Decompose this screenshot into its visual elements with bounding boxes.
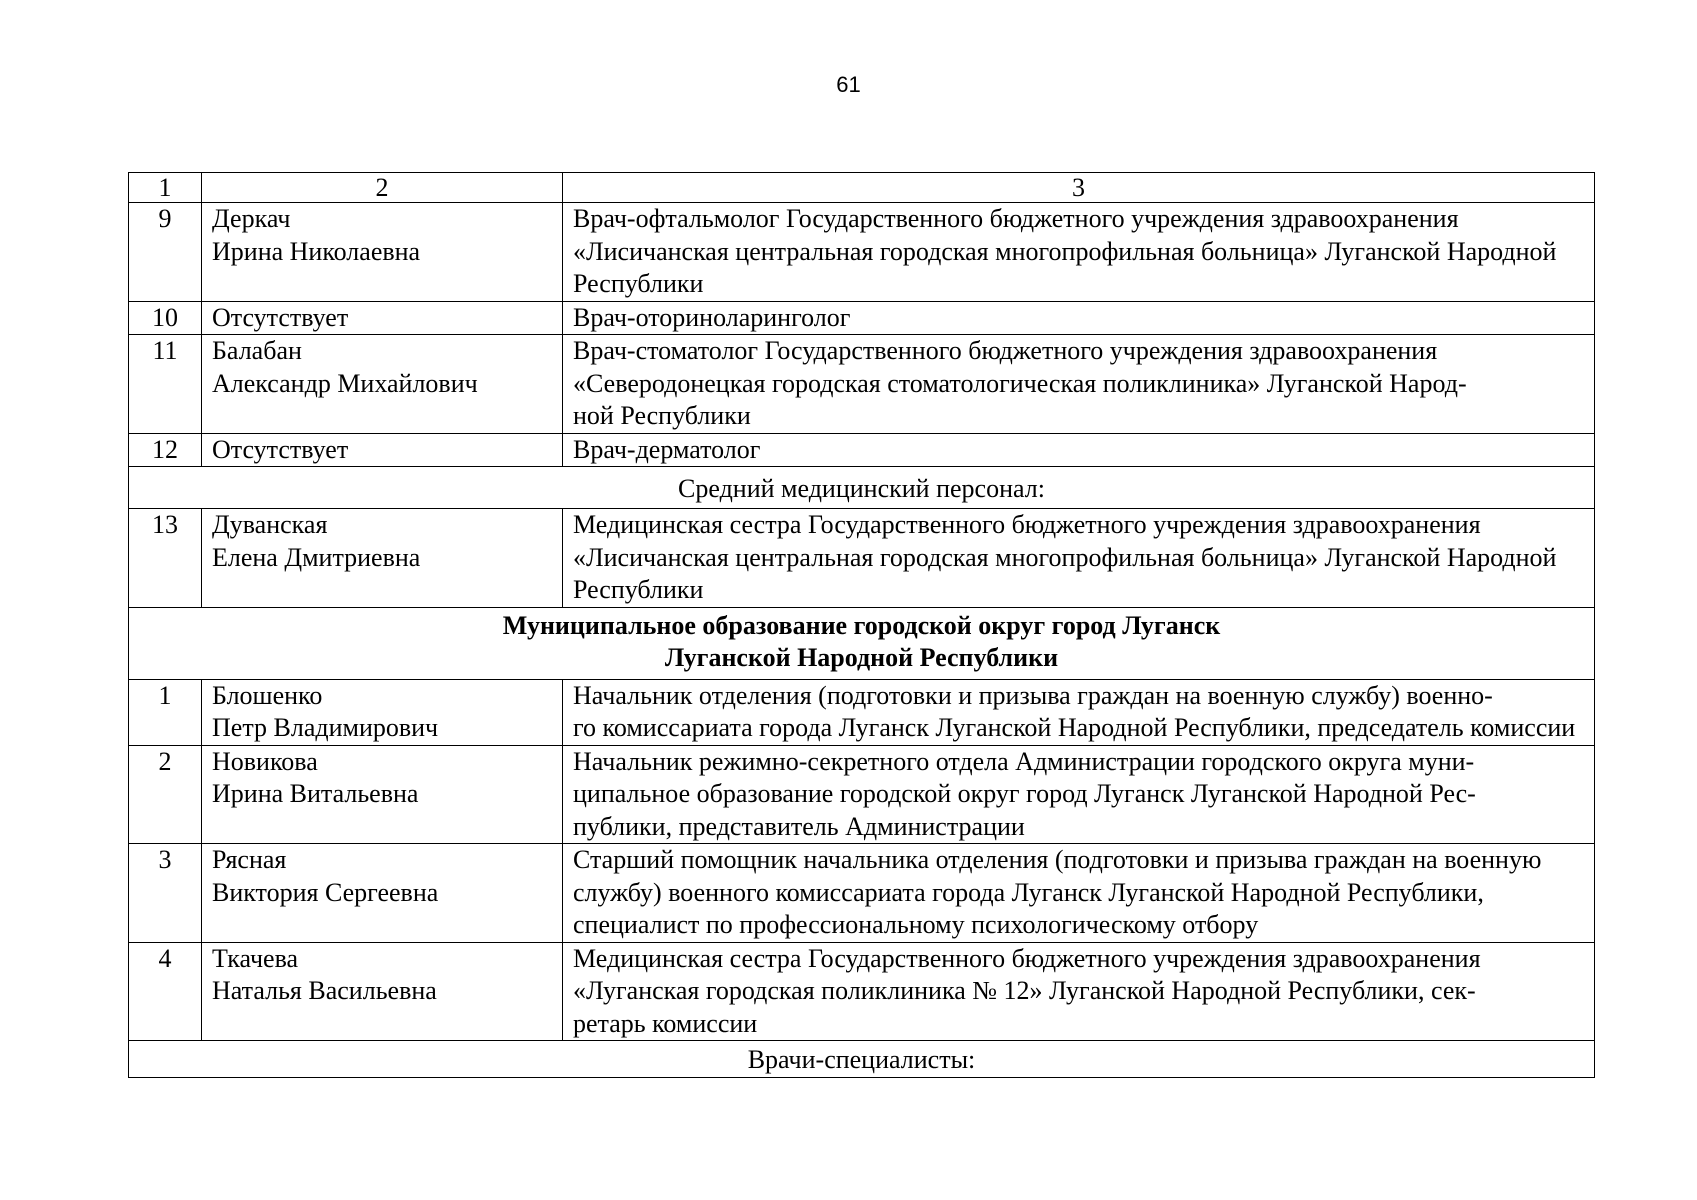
row-number: 1 <box>129 679 202 745</box>
commission-table <box>128 172 1595 1078</box>
member-name: Деркач Ирина Николаевна <box>202 203 563 302</box>
member-name: Рясная Виктория Сергеевна <box>202 844 563 943</box>
column-number-2: 2 <box>202 173 563 203</box>
table-row <box>129 301 1595 335</box>
member-name: Ткачева Наталья Васильевна <box>202 942 563 1041</box>
member-name: Новикова Ирина Витальевна <box>202 745 563 844</box>
member-position: Врач-офтальмолог Государственного бюджетного учреждения здравоохранения «Лисичанская центральная городская многопрофильная больница» Луганской Народной Республики <box>563 203 1595 302</box>
region-row <box>129 607 1595 679</box>
row-number: 2 <box>129 745 202 844</box>
table-row <box>129 679 1595 745</box>
section-heading-specialists: Врачи-специалисты: <box>129 1041 1595 1078</box>
member-position: Врач-стоматолог Государственного бюджетного учреждения здравоохранения «Северодонецкая городская стоматологическая поликлиника» Луганской Народ- ной Республики <box>563 335 1595 434</box>
row-number: 3 <box>129 844 202 943</box>
row-number: 4 <box>129 942 202 1041</box>
row-number: 9 <box>129 203 202 302</box>
table-row <box>129 745 1595 844</box>
member-position: Врач-дерматолог <box>563 433 1595 467</box>
member-position: Старший помощник начальника отделения (подготовки и призыва граждан на военную службу) военного комиссариата города Луганск Луганской Народной Республики, специалист по профессиональному психологическому отбору <box>563 844 1595 943</box>
row-number: 11 <box>129 335 202 434</box>
row-number: 10 <box>129 301 202 335</box>
member-name: Отсутствует <box>202 433 563 467</box>
table-row <box>129 203 1595 302</box>
member-name: Балабан Александр Михайлович <box>202 335 563 434</box>
column-number-row <box>129 173 1595 203</box>
table-row <box>129 335 1595 434</box>
region-heading: Муниципальное образование городской округ город Луганск Луганской Народной Республики <box>129 607 1595 679</box>
section-heading-middle-staff: Средний медицинский персонал: <box>129 467 1595 509</box>
member-position: Начальник режимно-секретного отдела Администрации городского округа муни- ципальное образование городской округ город Луганск Луганской Народной Рес- публики, представитель Администрации <box>563 745 1595 844</box>
member-name: Дуванская Елена Дмитриевна <box>202 509 563 608</box>
member-position: Начальник отделения (подготовки и призыва граждан на военную службу) военно- го комиссариата города Луганск Луганской Народной Республики, председатель комиссии <box>563 679 1595 745</box>
column-number-1: 1 <box>129 173 202 203</box>
table-row <box>129 844 1595 943</box>
member-name: Блошенко Петр Владимирович <box>202 679 563 745</box>
member-position: Медицинская сестра Государственного бюджетного учреждения здравоохранения «Лисичанская центральная городская многопрофильная больница» Луганской Народной Республики <box>563 509 1595 608</box>
member-position: Врач-оториноларинголог <box>563 301 1595 335</box>
row-number: 13 <box>129 509 202 608</box>
member-name: Отсутствует <box>202 301 563 335</box>
row-number: 12 <box>129 433 202 467</box>
section-row <box>129 1041 1595 1078</box>
section-row <box>129 467 1595 509</box>
column-number-3: 3 <box>563 173 1595 203</box>
table-row <box>129 942 1595 1041</box>
table-row <box>129 509 1595 608</box>
page-number: 61 <box>836 72 861 97</box>
table-row <box>129 433 1595 467</box>
member-position: Медицинская сестра Государственного бюджетного учреждения здравоохранения «Луганская городская поликлиника № 12» Луганской Народной Республики, сек- ретарь комиссии <box>563 942 1595 1041</box>
